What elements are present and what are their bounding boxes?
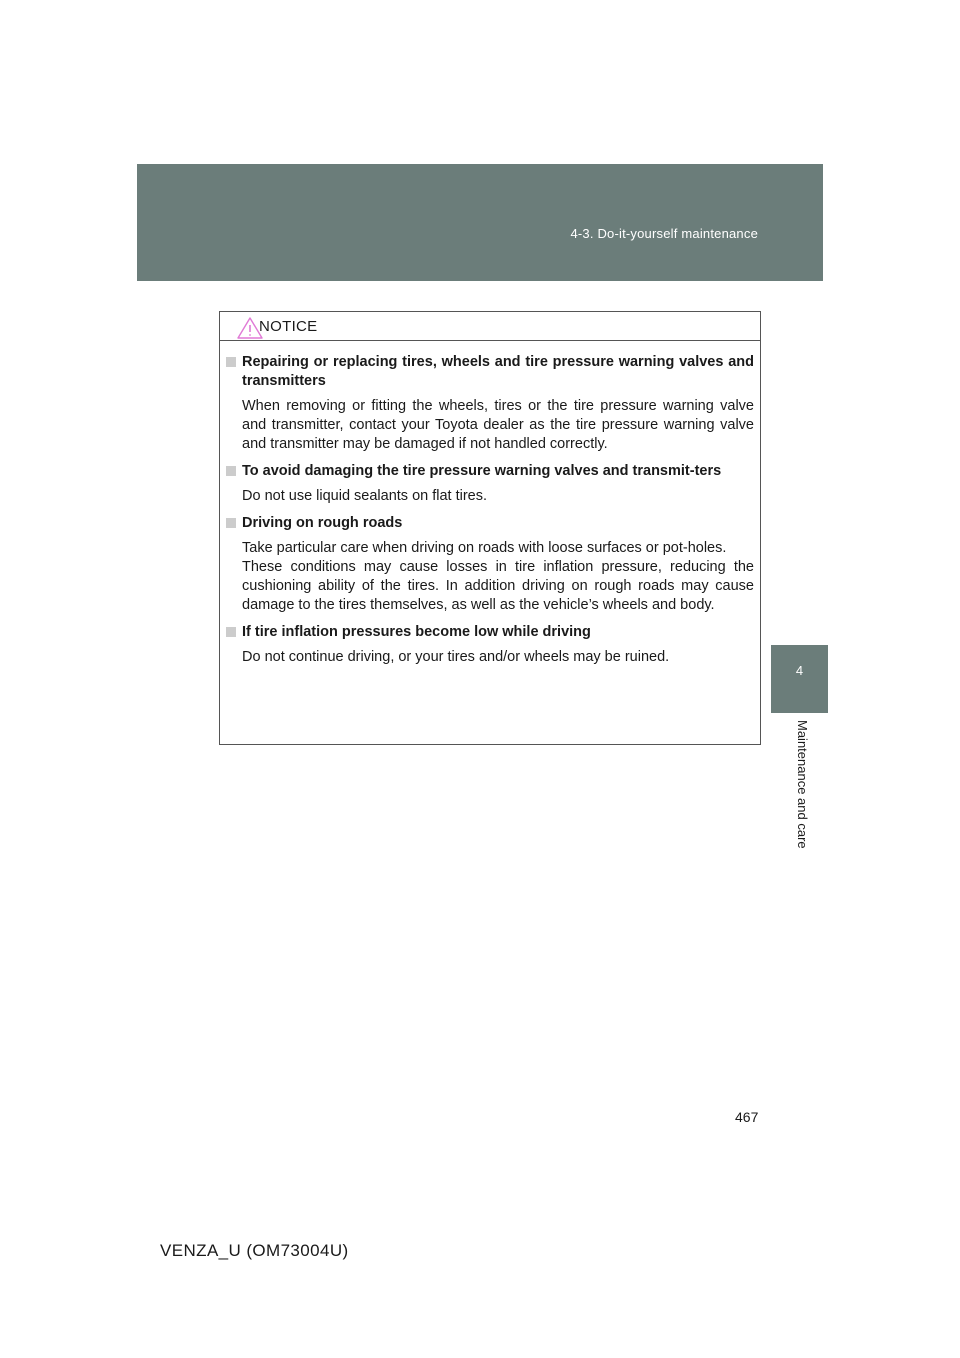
document-code: VENZA_U (OM73004U) bbox=[160, 1241, 349, 1260]
notice-header bbox=[220, 312, 760, 341]
notice-item-title-text: Driving on rough roads bbox=[242, 515, 403, 531]
notice-item-title bbox=[226, 514, 754, 533]
chapter-title: Maintenance and care bbox=[795, 720, 810, 849]
notice-item bbox=[226, 514, 754, 615]
notice-item-text: Do not continue driving, or your tires and/or wheels may be ruined. bbox=[242, 649, 670, 665]
notice-item-text: Take particular care when driving on roads with loose surfaces or pot-holes. bbox=[242, 540, 727, 556]
notice-item bbox=[226, 462, 754, 506]
section-title: 4-3. Do-it-yourself maintenance bbox=[570, 226, 758, 241]
notice-item-title-text: If tire inflation pressures become low while driving bbox=[242, 624, 591, 640]
notice-body bbox=[220, 341, 760, 667]
square-bullet-icon bbox=[226, 466, 236, 476]
notice-label: NOTICE bbox=[259, 318, 318, 335]
notice-box bbox=[219, 311, 761, 745]
notice-item-title bbox=[226, 353, 754, 391]
square-bullet-icon bbox=[226, 627, 236, 637]
notice-item-text-continued: These conditions may cause losses in tire inflation pressure, reducing the cushioning ability of the tires. In addition driving on rough roads may cause damage to the tires themselves, as well as the vehicle’s wheels and body. bbox=[242, 559, 754, 613]
square-bullet-icon bbox=[226, 518, 236, 528]
chapter-number: 4 bbox=[795, 663, 804, 678]
notice-item-title bbox=[226, 462, 754, 481]
notice-item-title bbox=[226, 623, 754, 642]
chapter-tab bbox=[771, 645, 828, 713]
notice-item-title-text: Repairing or replacing tires, wheels and tire pressure warning valves and transmitters bbox=[242, 354, 754, 389]
notice-item-text: When removing or fitting the wheels, tires or the tire pressure warning valve and transmitter, contact your Toyota dealer as the tire pressure warning valve and transmitter may be damaged if not handled correctly. bbox=[242, 398, 754, 452]
square-bullet-icon bbox=[226, 357, 236, 367]
notice-item-title-text: To avoid damaging the tire pressure warning valves and transmit-ters bbox=[242, 463, 722, 479]
notice-item bbox=[226, 353, 754, 454]
notice-item-text: Do not use liquid sealants on flat tires. bbox=[242, 488, 488, 504]
page-number: 467 bbox=[735, 1109, 759, 1125]
header-band bbox=[137, 164, 823, 281]
notice-item bbox=[226, 623, 754, 667]
